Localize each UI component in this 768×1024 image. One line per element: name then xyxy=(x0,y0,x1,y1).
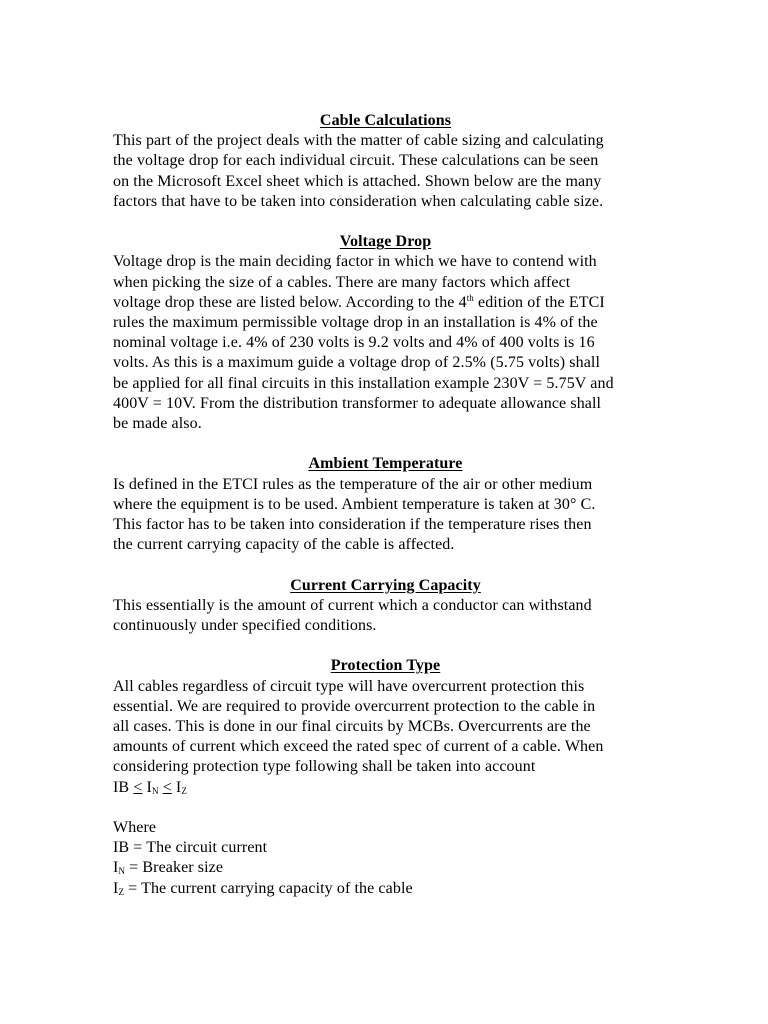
text-fragment: voltage drop these are listed below. According to the 4 xyxy=(113,293,467,311)
definition-in xyxy=(113,858,658,878)
formula-ib: IB xyxy=(113,778,134,796)
section-heading-ambient-temperature: Ambient Temperature xyxy=(308,455,463,473)
definition-iz xyxy=(113,879,658,899)
formula-line xyxy=(113,778,658,798)
text-line: This essentially is the amount of current which a conductor can withstand xyxy=(113,596,592,614)
text-line: where the equipment is to be used. Ambient temperature is taken at 30° C. xyxy=(113,495,596,513)
text-line: 400V = 10V. From the distribution transformer to adequate allowance shall xyxy=(113,394,602,412)
text-line: be applied for all final circuits in this installation example 230V = 5.75V and xyxy=(113,374,614,392)
paragraph-current-carrying-capacity xyxy=(113,596,658,636)
text-line xyxy=(113,293,658,313)
text-line: nominal voltage i.e. 4% of 230 volts is 9.2 volts and 4% of 400 volts is 16 xyxy=(113,334,595,352)
text-line: continuously under specified conditions. xyxy=(113,617,377,635)
text-line: This factor has to be taken into consideration if the temperature rises then xyxy=(113,516,592,534)
text-line: This part of the project deals with the matter of cable sizing and calculating xyxy=(113,132,604,150)
paragraph-definitions xyxy=(113,818,658,899)
definition-ib: IB = The circuit current xyxy=(113,839,268,857)
text-line: on the Microsoft Excel sheet which is attached. Shown below are the many xyxy=(113,172,602,190)
text-line: rules the maximum permissible voltage drop in an installation is 4% of the xyxy=(113,314,598,332)
definition-symbol: I xyxy=(113,879,119,897)
section-heading-voltage-drop: Voltage Drop xyxy=(339,233,432,251)
text-line: Is defined in the ETCI rules as the temperature of the air or other medium xyxy=(113,475,593,493)
text-line-where: Where xyxy=(113,819,157,837)
text-line: when picking the size of a cables. There are many factors which affect xyxy=(113,273,571,291)
paragraph-gap xyxy=(113,555,658,575)
text-line: the current carrying capacity of the cable is affected. xyxy=(113,536,455,554)
text-line: all cases. This is done in our final circuits by MCBs. Overcurrents are the xyxy=(113,718,591,736)
paragraph-gap xyxy=(113,212,658,232)
superscript-th: th xyxy=(466,292,474,303)
section-heading-protection-type: Protection Type xyxy=(330,657,441,675)
definition-text: = Breaker size xyxy=(125,859,224,877)
formula-i: I xyxy=(171,778,182,796)
text-line: be made also. xyxy=(113,415,202,433)
formula-subscript-z: Z xyxy=(181,785,187,796)
paragraph-cable-calculations xyxy=(113,131,658,212)
text-line: considering protection type following shall be taken into account xyxy=(113,758,536,776)
text-line: amounts of current which exceed the rated spec of current of a cable. When xyxy=(113,738,604,756)
definition-subscript-z: Z xyxy=(118,886,125,897)
definition-symbol: I xyxy=(113,859,119,877)
paragraph-gap xyxy=(113,636,658,656)
document-page xyxy=(113,111,658,899)
paragraph-ambient-temperature xyxy=(113,475,658,556)
section-heading-current-carrying-capacity: Current Carrying Capacity xyxy=(290,576,481,594)
text-line: the voltage drop for each individual circuit. These calculations can be seen xyxy=(113,152,599,170)
definition-subscript-n: N xyxy=(118,866,126,877)
text-line: essential. We are required to provide overcurrent protection to the cable in xyxy=(113,697,596,715)
paragraph-gap xyxy=(113,798,658,818)
text-line: Voltage drop is the main deciding factor in which we have to contend with xyxy=(113,253,597,271)
text-fragment: edition of the ETCI xyxy=(473,293,605,311)
paragraph-protection-type xyxy=(113,677,658,798)
paragraph-gap xyxy=(113,434,658,454)
formula-less-equal: < xyxy=(133,778,143,796)
paragraph-voltage-drop xyxy=(113,252,658,434)
section-heading-cable-calculations: Cable Calculations xyxy=(319,112,452,129)
definition-text: = The current carrying capacity of the cable xyxy=(124,879,413,897)
formula-subscript-n: N xyxy=(151,785,159,796)
formula-i: I xyxy=(142,778,152,796)
text-line: factors that have to be taken into consideration when calculating cable size. xyxy=(113,192,604,210)
formula-less-equal: < xyxy=(162,778,172,796)
text-line: volts. As this is a maximum guide a voltage drop of 2.5% (5.75 volts) shall xyxy=(113,354,601,372)
text-line: All cables regardless of circuit type will have overcurrent protection this xyxy=(113,677,585,695)
